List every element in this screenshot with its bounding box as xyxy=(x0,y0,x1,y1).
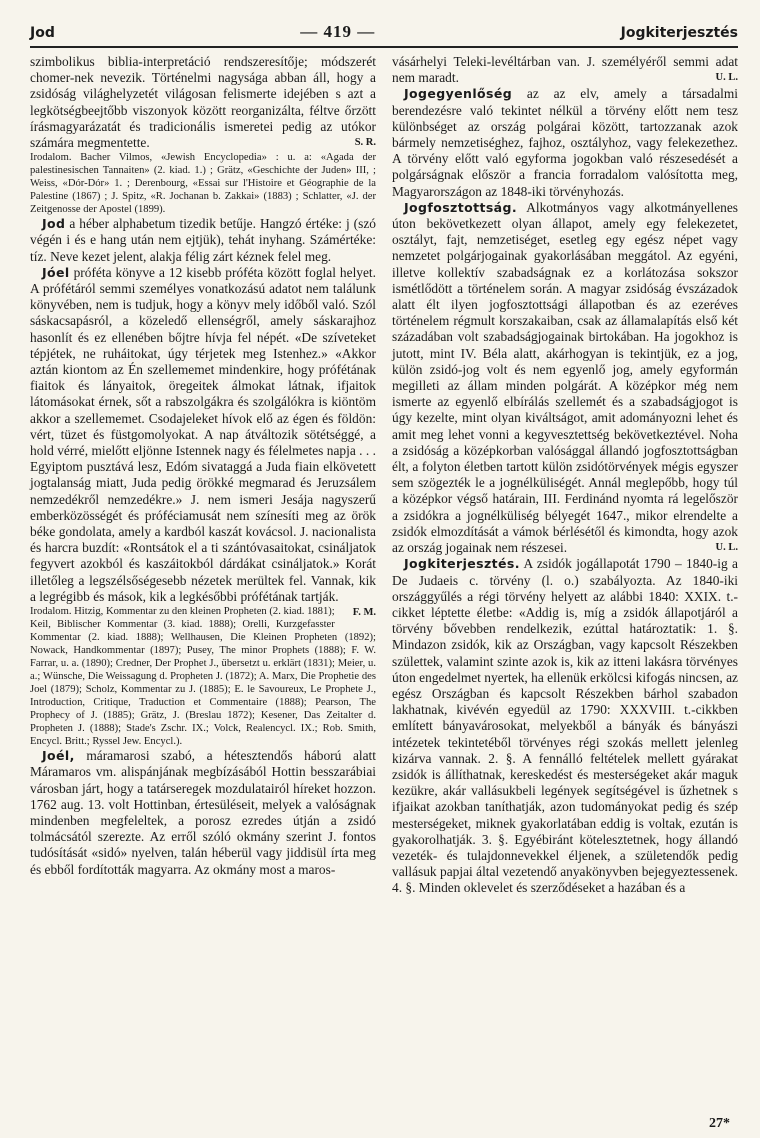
headword: Jod xyxy=(42,216,66,232)
headword: Joél, xyxy=(42,748,75,764)
running-header xyxy=(30,22,738,48)
page-number: — 419 — xyxy=(300,22,376,41)
right-column xyxy=(392,54,738,897)
author-signature: U. L. xyxy=(715,72,738,84)
author-signature: F. M. xyxy=(352,607,376,619)
author-signature: S. R. xyxy=(354,137,376,149)
entry-jogfosztottsag: Jogfosztottság. Alkotmányos vagy alkotmányellenes úton bekövetkezett olyan állapot, amely egy felekezetet, osztályt, fajt, nemzetiséget, esetleg egy egész népet vagy nemzetet polgárjogainak gyakorlásában meggátol. Az egyéni, illetve kollektív szabadságnak ez a korlátozása sokszor ismétlődött a történelem során. A magyar zsidóság évszázadok alatt élt ilyen jogfosztottsági állapotban és az ezeréves történelem régmult korszakaiban, csak az államalapítás első két századában volt szabadságjogainak birtokában. Ha jogokhoz is jutott, mint IV. Béla alatt, akárhogyan is tekintjük, ez a jog, külön zsidó-jog volt és nem egyenlő jog, amely egyformán megilleti az állam minden polgárát. A középkor még nem ismerte az egyenlő elbírálás szellemét és a szabadságjogot is úgy kezelte, mint olyan kiváltságot, amit adományozni lehet és amit meg lehet vonni a kegyvesztettség bekövetkeztével. Noha a zsidóság a középkorban valósággal állandó jogfosztottságban élt, a folyton életben tartott külön zsidótörvények mégis egyszer sem szögezték le a jognélküliségét. Annál meglepőbb, hogy túl a középkor végső határain, III. Ferdinánd nyomta rá legelőször a zsidókra a jognélküliség bélyegét 1647., mikor elrendelte a zsidók elmozdítását a vámok bérlésétől és kimondta, hogy azok az ország jogainak nem részesei. U. L. xyxy=(392,199,738,556)
article-continuation: szimbolikus biblia-interpretáció rendszeresítője; módszerét chomer-nek nevezik. Történelmi nagysága abban áll, hogy a zsidóság világhelyzetét világosan felismerte idejében s azt a legkötségbeejtőbb viszonyok között reorganizálta, féltve őrzött írásmagyarázatát és tradicionális ismeretei pedig az utókor számára megmentette. S. R. xyxy=(30,54,376,151)
left-column xyxy=(30,54,376,897)
two-column-body xyxy=(30,54,738,897)
article-continuation: vásárhelyi Teleki-levéltárban van. J. személyéről semmi adat nem maradt. U. L. xyxy=(392,54,738,86)
author-signature: U. L. xyxy=(715,542,738,554)
entry-joel-prophet: Jóel próféta könyve a 12 kisebb próféta között foglal helyet. A prófétáról semmi személyes vonatkozású adatot nem találunk könyvében, nem is tudjuk, hogy a könyv mely időből való. Szól sáskacsapásról, a közeledő ellenségről, amely sáskarajhoz hasonlít és ez ellenében bőjtre hívja fel népét. «De szíveteket tépjétek, ne ruháitokat, úgy térjetek meg Istenhez.» «Akkor aztán kiontom az Én szellememet mindenkire, hogy prófétának fiaitok és lányaitok, öregeitek álmokat látnak, ifjaitok látomásokat érnek, sőt a rabszolgákra és szolgálókra is kiöntöm akkor a szellememet. Csodajeleket hívok elő az égen és földön: vért, tüzet és füstgomolyokat. A nap átváltozik sötétséggé, a hold vérré, mielőtt eljönne Istennek nagy és félelmetes napja . . . Egyiptom pusztává lesz, Edóm sivataggá a Juda fiain elkövetett jogtalanság miatt, Juda pedig örökké megmarad és Jeruzsálem nemzedékről nemzedékre.» J. nem ismeri Jesája nagyszerű emberközösségét és próféciamusát nem színesíti meg az örök béke gondolata, amely a kardból kaszát kovácsol. J. nacionalista és harcra buzdít: «Rontsátok el a ti szántóvasaitokat, csináljatok fegyvert azokból és kaszáitokból dárdákat csináljatok.» Korát illetőleg a legszélsőségesebb nézetek merültek fel. Vannak, kik a legrégibb és mások, kik a legkésőbbi prófétának tartják. F. M. xyxy=(30,265,376,605)
literature-note: Irodalom. Hitzig, Kommentar zu den kleinen Propheten (2. kiad. 1881); Keil, Biblischer Kommentar (3. kiad. 1888); Orelli, Kurzgefasster Kommentar (2. kiad. 1888); Wellhausen, Die Kleinen Propheten (1892); Nowack, Handkommentar (1897); Pusey, The minor Prophets (1888); F. W. Farrar, u. a. (1890); Credner, Der Prophet J., übersetzt u. erklärt (1831); Meier, u. a.; Wünsche, Die Weissagung d. Propheten J. (1872); A. Marx, Die Prophetie des Joel (1879); Scholz, Kommentar zu J. (1885); E. le Savoureux, Le Prophete J., Introduction, Critique, Traduction et Commentaire (1888); Pearson, The Prophecy of J. (1885); Grätz, J. (Breslau 1872); Kesener, Das Zeitalter d. Propheten J. (1888); Stade's Zschr. IX.; Volck, Realencycl. IX.; Rob. Smith, Encycl. Britt.; Ryssel Jew. Encycl.). xyxy=(30,606,376,748)
header-right-word: Jogkiterjesztés xyxy=(620,25,738,41)
entry-jod: Jod a héber alphabetum tizedik betűje. Hangzó értéke: j (szó végén i és e hang után nem ejtjük), tehát inyhang. Számértéke: tíz. Neve kezet jelent, alakja félig zárt kéznek felel meg. xyxy=(30,216,376,264)
headword: Jogfosztottság. xyxy=(404,199,518,215)
signature-mark: 27* xyxy=(709,1116,730,1131)
header-left-word: Jod xyxy=(30,25,55,41)
literature-note: Irodalom. Bacher Vilmos, «Jewish Encyclopedia» : u. a: «Agada der palestinesischen Tannaiten» (2. kiad. 1.) ; Grätz, «Geschichte der Juden» III, ; Weiss, «Dór-Dór» 1. ; Derenbourg, «Essai sur l'Histoire et Géographie de la Palestine (1867) ; J. Spitz, «R. Jochanan b. Zakkai» (1883) ; Schlatter, «J. der Zeitgenosse der Apostel (1899). xyxy=(30,152,376,216)
entry-jogkiterjesztes: Jogkiterjesztés. A zsidók jogállapotát 1790 – 1840-ig a De Judaeis c. törvény (l. o.) szabályozta. Az 1840-iki országgyűlés a régi törvény helyett az alábbi 1840: XXIX. t.-cikket léptette életbe: «Addig is, míg a zsidók állapotjáról a törvény bővebben rendelkezik, ezúttal határoztatik: 1. §. Mindazon zsidók, kik az Országban, vagy kapcsolt Részekben születtek, valamint szinte azok is, kik az itteni lakásra törvényes úton engedelmet nyertek, ha ellenük erkölcsi kifogás nincsen, az egész Országban és kapcsolt Részekben bárhol szabadon lakhatnak, kivévén egyedül az 1790: XXXVIII. t.-cikkben említett bányavárosokat, melyekből a bányák és bányászi intézetek tekintetéből törvényes régi szokás mellett jelenleg kizárva vannak. 2. §. A fennálló feltételek mellett gyárakat zsidók is állíthatnak, kereskedést és mesterségeket akár maguk kezükre, akár vallásukbeli legények segítségével is űzhetnek s ifjaikat azokban taníthatják, azon tudományokat pedig és szép mesterségeket, miknek gyakorlatában eddig is voltak, ezután is gyakorolhatják. 3. §. Egyébiránt kötelesztetnek, hogy állandó vezeték- és tulajdonnevekkel éljenek, a születendők pedig vallásuk papjai által vezetendő anyakönyvben bejegyeztessenek. 4. §. Minden oklevelet és szerződéseket a hazában és a xyxy=(392,556,738,896)
headword: Jogegyenlőség xyxy=(404,86,513,102)
entry-joel-tailor: Joél, máramarosi szabó, a hétesztendős háború alatt Máramaros vm. alispánjának megbízásából Hottin besszarábiai városban járt, hogy a tatárseregek mozdulatairól híreket hozzon. 1762 aug. 13. volt Hottinban, értesüléseit, melyek a valóságnak mindenben megfeleltek, a porosz ezredes útján a zsidó tolmácsától szerezte. Az erről szóló okmány szerint J. fontos tudósítását «sidó» nyelven, talán héberül vagy jiddisül írta meg és ebből fordították magyarra. Az okmány most a maros- xyxy=(30,748,376,877)
entry-jogegyenloseg: Jogegyenlőség az az elv, amely a társadalmi berendezésre való tekintet nélkül a törvény előtt nem tesz különbséget az ország polgárai között, tartozzanak azok bármely nemzetiséghez, fajhoz, osztályhoz, vagy felekezethez. A törvény előtt való egyforma jogokban való részesedését a polgárságnak először a francia forradalom valósította meg, Magyarországon az 1848-iki törvényhozás. xyxy=(392,86,738,199)
headword: Jóel xyxy=(42,264,70,280)
headword: Jogkiterjesztés. xyxy=(404,556,520,572)
